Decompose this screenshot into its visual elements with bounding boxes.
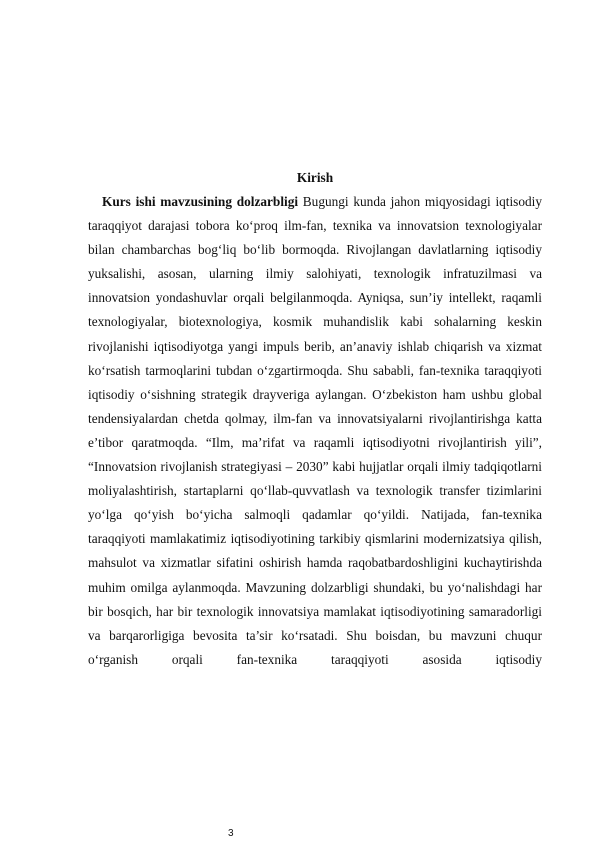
body-paragraph: [88, 190, 542, 672]
section-heading: Kirish: [296, 170, 334, 185]
lead-phrase: Kurs ishi mavzusining dolzarbligi: [102, 194, 299, 209]
page-number: 3: [228, 828, 234, 839]
body-text: Bugungi kunda jahon miqyosidagi iqtisodiy taraqqiyot darajasi tobora ko‘proq ilm-fan, texnika va innovatsion texnologiyalar bilan chambarchas bog‘liq bo‘lib bormoqda. Rivojlangan davlatlarning iqtisodiy yuksalishi, asosan, ularning ilmiy salohiyati, texnologik infratuzilmasi va innovatsion yondashuvlar orqali belgilanmoqda. Ayniqsa, sun’iy intellekt, raqamli texnologiyalar, biotexnologiya, kosmik muhandislik kabi sohalarning keskin rivojlanishi iqtisodiyotga yangi impuls berib, an’anaviy ishlab chiqarish va xizmat ko‘rsatish tarmoqlarini tubdan o‘zgartirmoqda. Shu sababli, fan-texnika taraqqiyoti iqtisodiy o‘sishning strategik drayveriga aylangan. O‘zbekiston ham ushbu global tendensiyalardan chetda qolmay, ilm-fan va innovatsiyalarni rivojlantirishga katta e’tibor qaratmoqda. “Ilm, ma’rifat va raqamli iqtisodiyotni rivojlantirish yili”, “Innovatsion rivojlanish strategiyasi – 2030” kabi hujjatlar orqali ilmiy tadqiqotlarni moliyalashtirish, startaplarni qo‘llab-quvvatlash va texnologik transfer tizimlarini yo‘lga qo‘yish bo‘yicha salmoqli qadamlar qo‘yildi. Natijada, fan-texnika taraqqiyoti mamlakatimiz iqtisodiyotining tarkibiy qismlarini modernizatsiya qilish, mahsulot va xizmatlar sifatini oshirish hamda raqobatbardoshligini kuchaytirishda muhim omilga aylanmoqda. Mavzuning dolzarbligi shundaki, bu yo‘nalishdagi har bir bosqich, har bir texnologik innovatsiya mamlakat iqtisodiyotining samaradorligi va barqarorligiga bevosita ta’sir ko‘rsatadi. Shu boisdan, bu mavzuni chuqur o‘rganish orqali fan-texnika taraqqiyoti asosida iqtisodiy: [88, 194, 542, 667]
